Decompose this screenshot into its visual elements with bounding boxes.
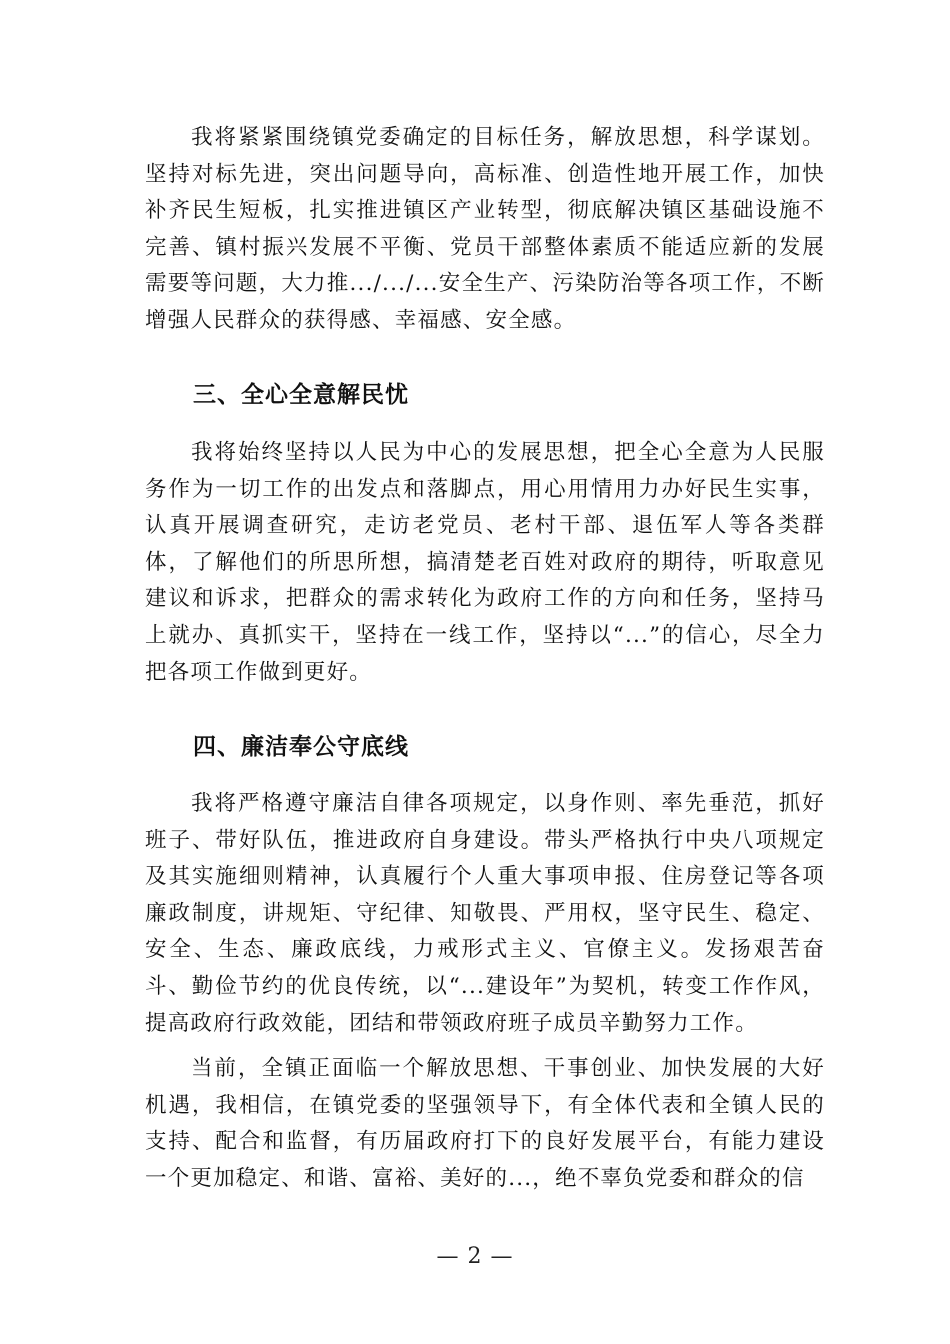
section-heading-4: 四、廉洁奉公守底线: [193, 734, 409, 760]
paragraph-conclusion: 当前，全镇正面临一个解放思想、干事创业、加快发展的大好机遇，我相信，在镇党委的坚强领导下，有全体代表和全镇人民的支持、配合和监督，有历届政府打下的良好发展平台，有能力建设一个更加稳定、和谐、富裕、美好的...，绝不辜负党委和群众的信: [145, 1056, 825, 1191]
page-number: — 2 —: [436, 1244, 514, 1269]
section-heading-3: 三、全心全意解民忧: [193, 382, 409, 408]
paragraph-integrity: 我将严格遵守廉洁自律各项规定，以身作则、率先垂范，抓好班子、带好队伍，推进政府自身建设。带头严格执行中央八项规定及其实施细则精神，认真履行个人重大事项申报、住房登记等各项廉政制度，讲规矩、守纪律、知敬畏、严用权，坚守民生、稳定、安全、生态、廉政底线，力戒形式主义、官僚主义。发扬艰苦奋斗、勤俭节约的优良传统，以“...建设年”为契机，转变工作作风，提高政府行政效能，团结和带领政府班子成员辛勤努力工作。: [145, 791, 825, 1036]
paragraph-people: 我将始终坚持以人民为中心的发展思想，把全心全意为人民服务作为一切工作的出发点和落脚点，用心用情用力办好民生实事，认真开展调查研究，走访老党员、老村干部、退伍军人等各类群体，了解他们的所思所想，搞清楚老百姓对政府的期待，听取意见建议和诉求，把群众的需求转化为政府工作的方向和任务，坚持马上就办、真抓实干，坚持在一线工作，坚持以“...”的信心，尽全力把各项工作做到更好。: [145, 440, 825, 685]
paragraph-goals: 我将紧紧围绕镇党委确定的目标任务，解放思想，科学谋划。坚持对标先进，突出问题导向，高标准、创造性地开展工作，加快补齐民生短板，扎实推进镇区产业转型，彻底解决镇区基础设施不完善、镇村振兴发展不平衡、党员干部整体素质不能适应新的发展需要等问题，大力推.../.../...安全生产、污染防治等各项工作，不断增强人民群众的获得感、幸福感、安全感。: [145, 125, 825, 333]
